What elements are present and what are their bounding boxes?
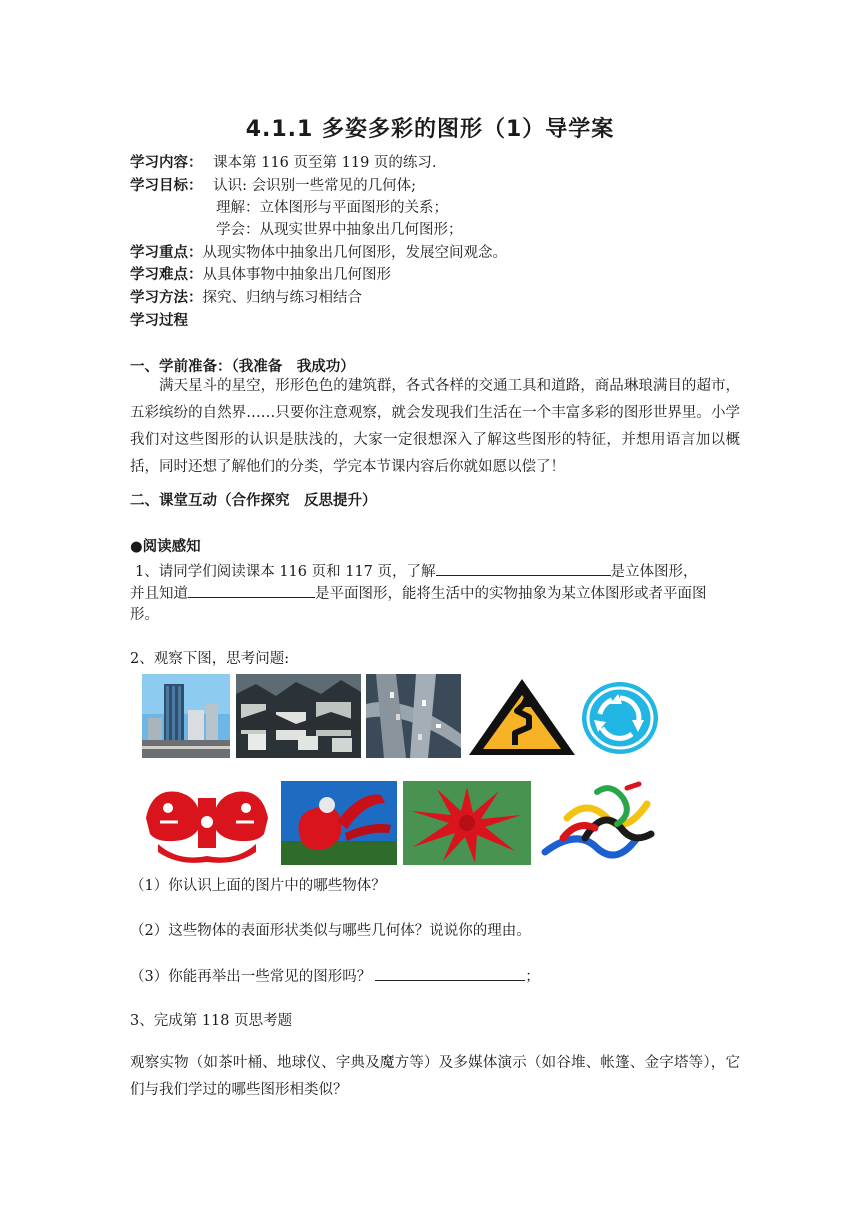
question-1-line-3: 形。	[130, 607, 159, 623]
content-label: 学习内容：	[130, 155, 203, 171]
question-1-line-2	[130, 581, 707, 605]
section1-paragraph: 满天星斗的星空，形形色色的建筑群，各式各样的交通工具和道路，商品琳琅满目的超市，五彩缤纷的自然界……只要你注意观察，就会发现我们生活在一个丰富多彩的图形世界里。小学我们对这些图形的认识是肤浅的，大家一定很想深入了解这些图形的特征，并想用语言加以概括，同时还想了解他们的分类，学完本节课内容后你就如愿以偿了！	[130, 378, 740, 475]
key-label: 学习重点：	[130, 245, 203, 261]
content-value: 课本第 116 页至第 119 页的练习.	[213, 155, 437, 171]
roundabout-sign	[580, 680, 660, 756]
method-line	[130, 287, 362, 309]
reading-heading: ●阅读感知	[130, 539, 201, 555]
sub-question-3	[130, 964, 540, 988]
highway-photo	[366, 674, 461, 758]
sub3-end: ；	[525, 969, 540, 985]
answer-blank-common-figures[interactable]	[375, 964, 525, 981]
question-3: 3、完成第 118 页思考题	[130, 1013, 293, 1029]
page-title: 4.1.1 多姿多彩的图形（1）导学案	[245, 117, 615, 142]
winding-road-sign	[467, 677, 577, 757]
key-line	[130, 242, 507, 264]
key-value: 从现实物体中抽象出几何图形，发展空间观念。	[202, 245, 507, 261]
goal-item-1: 认识: 会识别一些常见的几何体;	[213, 178, 416, 194]
sub-question-2: （2）这些物体的表面形状类似与哪些几何体？说说你的理由。	[130, 923, 531, 939]
red-sculpture-photo	[281, 781, 397, 865]
content-line	[130, 152, 437, 174]
q1-text-a: 1、请同学们阅读课本 116 页和 117 页，了解	[135, 564, 436, 580]
section2-heading: 二、课堂互动（合作探究 反思提升）	[130, 493, 377, 509]
goal-line	[130, 175, 416, 197]
traditional-houses-photo	[236, 674, 361, 758]
goal-item-2: 理解：立体图形与平面图形的关系；	[216, 200, 448, 216]
sub-question-1: （1）你认识上面的图片中的哪些物体？	[130, 878, 386, 894]
paper-cut-dragons	[138, 778, 276, 864]
question-2: 2、观察下图，思考问题:	[130, 651, 290, 667]
q1-text-c: 并且知道	[130, 586, 188, 602]
difficulty-label: 学习难点：	[130, 267, 203, 283]
q1-text-b: 是立体图形，	[610, 564, 698, 580]
method-value: 探究、归纳与练习相结合	[202, 290, 362, 306]
goal-label: 学习目标：	[130, 178, 203, 194]
answer-blank-solid-figures[interactable]	[436, 559, 611, 576]
question-1-line-1	[135, 559, 698, 583]
question-3-text: 观察实物（如茶叶桶、地球仪、字典及魔方等）及多媒体演示（如谷堆、帐篷、金字塔等），它们与我们学过的哪些图形相类似？	[130, 1055, 740, 1098]
goal-item-3: 学会：从现实世界中抽象出几何图形；	[216, 222, 463, 238]
sub3-text: （3）你能再举出一些常见的图形吗？	[130, 969, 372, 985]
process-heading: 学习过程	[130, 313, 188, 329]
section1-heading: 一、学前准备：（我准备 我成功）	[130, 359, 355, 375]
method-label: 学习方法：	[130, 290, 203, 306]
difficulty-value: 从具体事物中抽象出几何图形	[202, 267, 391, 283]
red-starfish-photo	[403, 781, 531, 865]
q1-text-d: 是平面图形，能将生活中的实物抽象为某立体图形或者平面图	[315, 586, 707, 602]
building-photo	[142, 674, 230, 758]
colored-ribbon-logo	[537, 778, 657, 868]
difficulty-line	[130, 264, 391, 286]
answer-blank-plane-figures[interactable]	[188, 581, 315, 598]
